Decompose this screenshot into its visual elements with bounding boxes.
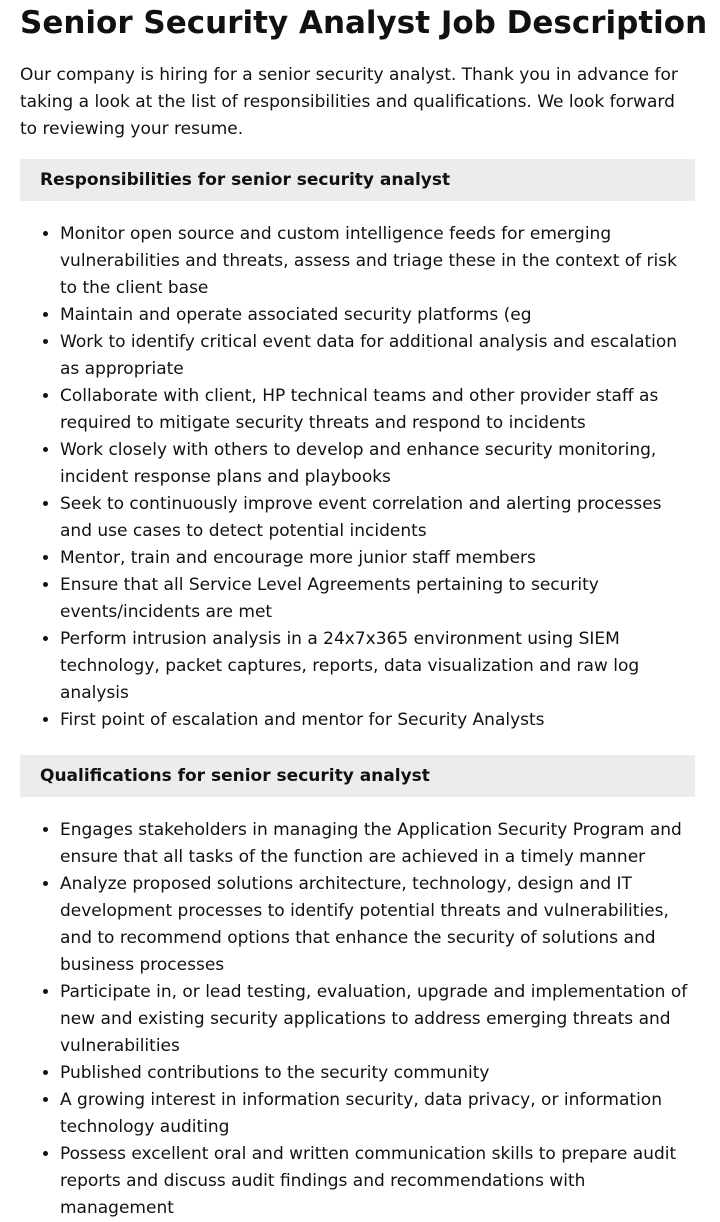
list-item: • Analyze proposed solutions architecture, technology, design and IT development processes to identify potential threats and vulnerabilities, and to recommend options that enhance the security of solutions and business processes [60,871,695,979]
list-item: • Maintain and operate associated security platforms (eg [60,302,695,329]
list-item: • Collaborate with client, HP technical teams and other provider staff as required to mitigate security threats and respond to incidents [60,383,695,437]
list-item: • Work closely with others to develop and enhance security monitoring, incident response plans and playbooks [60,437,695,491]
list-item: • Seek to continuously improve event correlation and alerting processes and use cases to detect potential incidents [60,491,695,545]
responsibilities-list [20,221,695,734]
list-item: • Engages stakeholders in managing the Application Security Program and ensure that all tasks of the function are achieved in a timely manner [60,817,695,871]
list-item: • Participate in, or lead testing, evaluation, upgrade and implementation of new and existing security applications to address emerging threats and vulnerabilities [60,979,695,1060]
intro-paragraph: Our company is hiring for a senior security analyst. Thank you in advance for taking a look at the list of responsibilities and qualifications. We look forward to reviewing your resume. [20,65,678,139]
qualifications-list [20,817,695,1222]
list-item: • First point of escalation and mentor for Security Analysts [60,707,695,734]
responsibilities-heading: Responsibilities for senior security analyst [20,159,695,201]
list-item: • A growing interest in information security, data privacy, or information technology auditing [60,1087,695,1141]
list-item: • Possess excellent oral and written communication skills to prepare audit reports and discuss audit findings and recommendations with management [60,1141,695,1222]
page-title: Senior Security Analyst Job Description [20,5,708,41]
qualifications-heading: Qualifications for senior security analyst [20,755,695,797]
list-item: • Ensure that all Service Level Agreements pertaining to security events/incidents are met [60,572,695,626]
list-item: • Published contributions to the security community [60,1060,695,1087]
list-item: • Mentor, train and encourage more junior staff members [60,545,695,572]
list-item: • Monitor open source and custom intelligence feeds for emerging vulnerabilities and threats, assess and triage these in the context of risk to the client base [60,221,695,302]
list-item: • Work to identify critical event data for additional analysis and escalation as appropriate [60,329,695,383]
list-item: • Perform intrusion analysis in a 24x7x365 environment using SIEM technology, packet captures, reports, data visualization and raw log analysis [60,626,695,707]
